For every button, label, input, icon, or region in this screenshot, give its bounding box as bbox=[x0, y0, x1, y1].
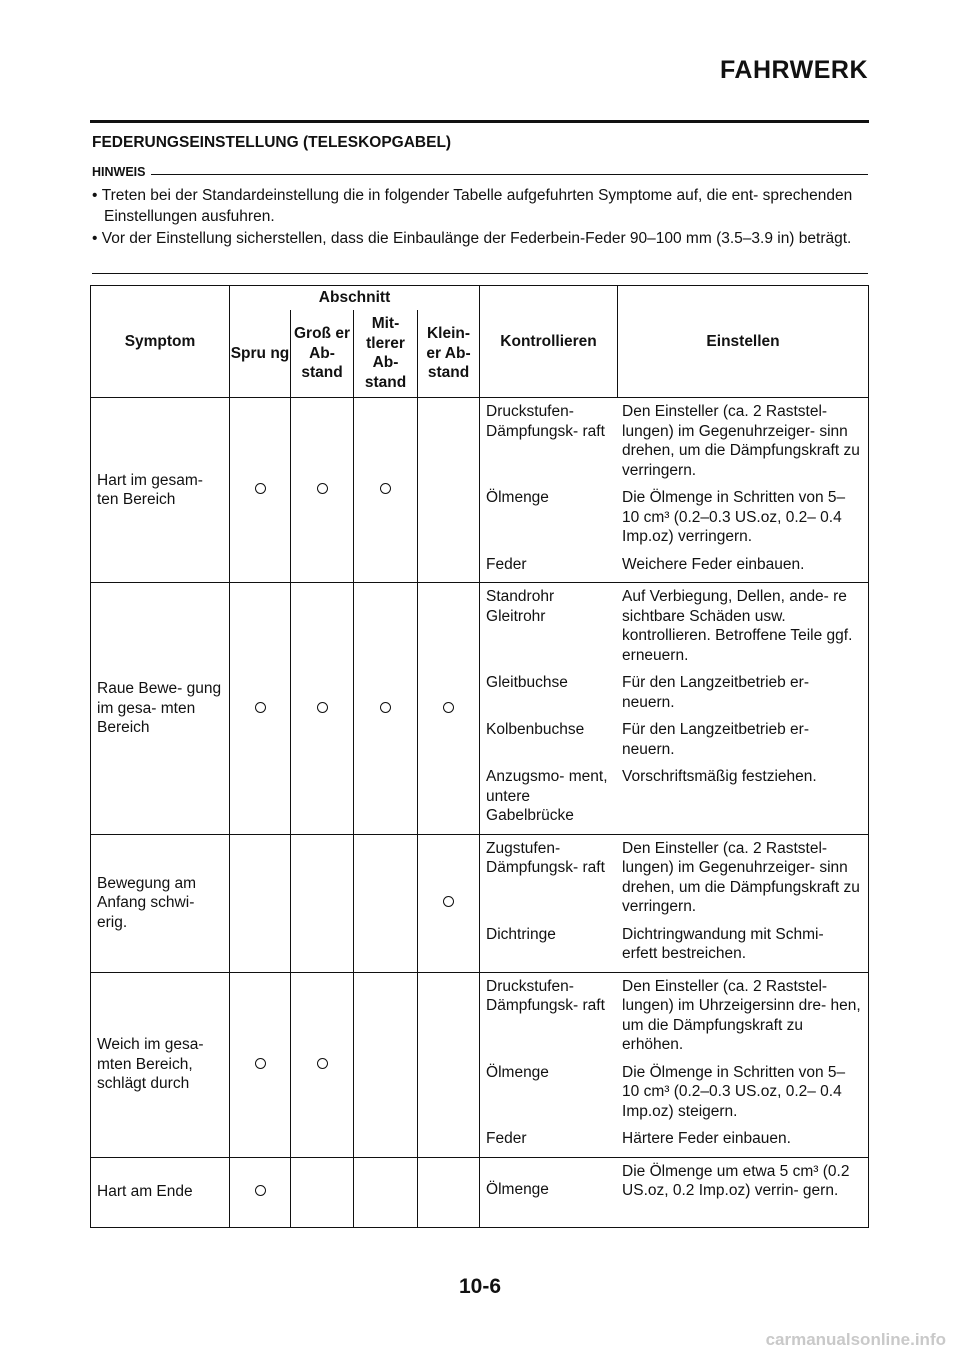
mark-cell bbox=[418, 972, 480, 1157]
header-abschnitt: Abschnitt bbox=[230, 286, 480, 310]
circle-mark-icon bbox=[255, 702, 266, 713]
header-kontrollieren: Kontrollieren bbox=[480, 286, 618, 398]
symptom-cell: Hart am Ende bbox=[91, 1157, 230, 1227]
note-header bbox=[92, 163, 868, 179]
circle-mark-icon bbox=[443, 896, 454, 907]
page-header-title: FAHRWERK bbox=[720, 56, 868, 84]
checks-cell bbox=[480, 1157, 869, 1227]
circle-mark-icon bbox=[317, 1058, 328, 1069]
check-item: Druckstufen- Dämpfungsk- raft bbox=[486, 403, 605, 440]
checks-cell bbox=[480, 398, 869, 583]
header-gross: Groß er Ab- stand bbox=[291, 310, 354, 398]
header-klein: Klein- er Ab- stand bbox=[418, 310, 480, 398]
mark-cell bbox=[418, 1157, 480, 1227]
mark-cell bbox=[354, 583, 418, 835]
circle-mark-icon bbox=[443, 702, 454, 713]
check-item: Feder bbox=[486, 1130, 527, 1147]
checks-cell bbox=[480, 834, 869, 972]
circle-mark-icon bbox=[255, 483, 266, 494]
mark-cell bbox=[230, 1157, 291, 1227]
note-label: HINWEIS bbox=[92, 165, 151, 179]
symptom-cell: Raue Bewe- gung im gesa- mten Bereich bbox=[91, 583, 230, 835]
check-item: Ölmenge bbox=[486, 1063, 549, 1081]
adjust-item: Weichere Feder einbauen. bbox=[622, 555, 805, 573]
adjust-item: Den Einsteller (ca. 2 Raststel- lungen) im Gegenuhrzeiger- sinn drehen, um die Dämpfungskraft zu verringern. bbox=[622, 839, 860, 915]
check-item: Gleitbuchse bbox=[486, 674, 568, 691]
note-item: • Vor der Einstellung sicherstellen, dass die Einbaulänge der Federbein-Feder 90–100 mm (3.5–3.9 in) beträgt. bbox=[92, 229, 868, 250]
check-item: Anzugsmo- ment, untere Gabelbrücke bbox=[486, 768, 608, 824]
mark-cell bbox=[230, 972, 291, 1157]
page-number: 10-6 bbox=[458, 1275, 502, 1298]
mark-cell bbox=[291, 972, 354, 1157]
circle-mark-icon bbox=[380, 483, 391, 494]
mark-cell bbox=[418, 583, 480, 835]
circle-mark-icon bbox=[380, 702, 391, 713]
mark-cell bbox=[230, 834, 291, 972]
header-symptom: Symptom bbox=[91, 286, 230, 398]
watermark: carmanualsonline.info bbox=[765, 1330, 946, 1349]
check-item: Feder bbox=[486, 555, 527, 573]
table-row bbox=[91, 583, 869, 835]
symptom-cell: Hart im gesam- ten Bereich bbox=[91, 398, 230, 583]
mark-cell bbox=[418, 398, 480, 583]
adjust-item: Die Ölmenge in Schritten von 5–10 cm³ (0.2–0.3 US.oz, 0.2– 0.4 Imp.oz) verringern. bbox=[622, 489, 846, 545]
check-item: Druckstufen- Dämpfungsk- raft bbox=[486, 977, 605, 1014]
mark-cell bbox=[291, 583, 354, 835]
adjust-item: Für den Langzeitbetrieb er- neuern. bbox=[622, 674, 809, 711]
note-list bbox=[92, 186, 868, 252]
circle-mark-icon bbox=[317, 483, 328, 494]
table-row bbox=[91, 398, 869, 583]
mark-cell bbox=[230, 398, 291, 583]
mark-cell bbox=[291, 398, 354, 583]
symptom-cell: Bewegung am Anfang schwi- erig. bbox=[91, 834, 230, 972]
checks-cell bbox=[480, 972, 869, 1157]
mark-cell bbox=[291, 1157, 354, 1227]
check-item: Ölmenge bbox=[486, 1180, 549, 1198]
header-einstellen: Einstellen bbox=[618, 286, 869, 398]
adjust-item: Den Einsteller (ca. 2 Raststel- lungen) im Gegenuhrzeiger- sinn drehen, um die Dämpfungskraft zu verringern. bbox=[622, 403, 860, 479]
adjust-item: Auf Verbiegung, Dellen, ande- re sichtbare Schäden usw. kontrollieren. Betroffene Teile ggf. erneuern. bbox=[622, 588, 853, 664]
circle-mark-icon bbox=[255, 1058, 266, 1069]
adjust-item: Vorschriftsmäßig festziehen. bbox=[622, 768, 817, 785]
adjust-item: Dichtringwandung mit Schmi- erfett bestreichen. bbox=[622, 925, 824, 962]
mark-cell bbox=[354, 972, 418, 1157]
adjust-item: Für den Langzeitbetrieb er- neuern. bbox=[622, 721, 809, 758]
check-item: Ölmenge bbox=[486, 489, 549, 506]
note-end-divider bbox=[92, 273, 868, 274]
check-item: Standrohr Gleitrohr bbox=[486, 588, 555, 625]
mark-cell bbox=[354, 834, 418, 972]
mark-cell bbox=[291, 834, 354, 972]
table-row bbox=[91, 1157, 869, 1227]
adjust-item: Den Einsteller (ca. 2 Raststel- lungen) im Uhrzeigersinn dre- hen, um die Dämpfungskraft zu erhöhen. bbox=[622, 977, 861, 1053]
note-item: • Treten bei der Standardeinstellung die in folgender Tabelle aufgefuhrten Symptome auf, die ent- sprechenden Einstellungen ausfuhren. bbox=[92, 186, 868, 227]
adjust-item: Die Ölmenge um etwa 5 cm³ (0.2 US.oz, 0.2 Imp.oz) verrin- gern. bbox=[622, 1162, 850, 1199]
adjustment-table bbox=[90, 285, 869, 1228]
header-sprung: Spru ng bbox=[230, 310, 291, 398]
table-row bbox=[91, 972, 869, 1157]
circle-mark-icon bbox=[317, 702, 328, 713]
mark-cell bbox=[354, 1157, 418, 1227]
mark-cell bbox=[230, 583, 291, 835]
table-row bbox=[91, 834, 869, 972]
symptom-cell: Weich im gesa- mten Bereich, schlägt durch bbox=[91, 972, 230, 1157]
mark-cell bbox=[418, 834, 480, 972]
note-divider bbox=[92, 174, 868, 175]
check-item: Kolbenbuchse bbox=[486, 721, 585, 738]
check-item: Dichtringe bbox=[486, 925, 556, 943]
mark-cell bbox=[354, 398, 418, 583]
check-item: Zugstufen- Dämpfungsk- raft bbox=[486, 839, 605, 876]
adjust-item: Härtere Feder einbauen. bbox=[622, 1130, 791, 1147]
adjust-item: Die Ölmenge in Schritten von 5–10 cm³ (0.2–0.3 US.oz, 0.2– 0.4 Imp.oz) steigern. bbox=[622, 1063, 846, 1120]
section-title: FEDERUNGSEINSTELLUNG (TELESKOPGABEL) bbox=[92, 134, 452, 151]
header-divider bbox=[90, 120, 869, 123]
circle-mark-icon bbox=[255, 1185, 266, 1196]
checks-cell bbox=[480, 583, 869, 835]
header-mittlerer: Mit- tlerer Ab- stand bbox=[354, 310, 418, 398]
